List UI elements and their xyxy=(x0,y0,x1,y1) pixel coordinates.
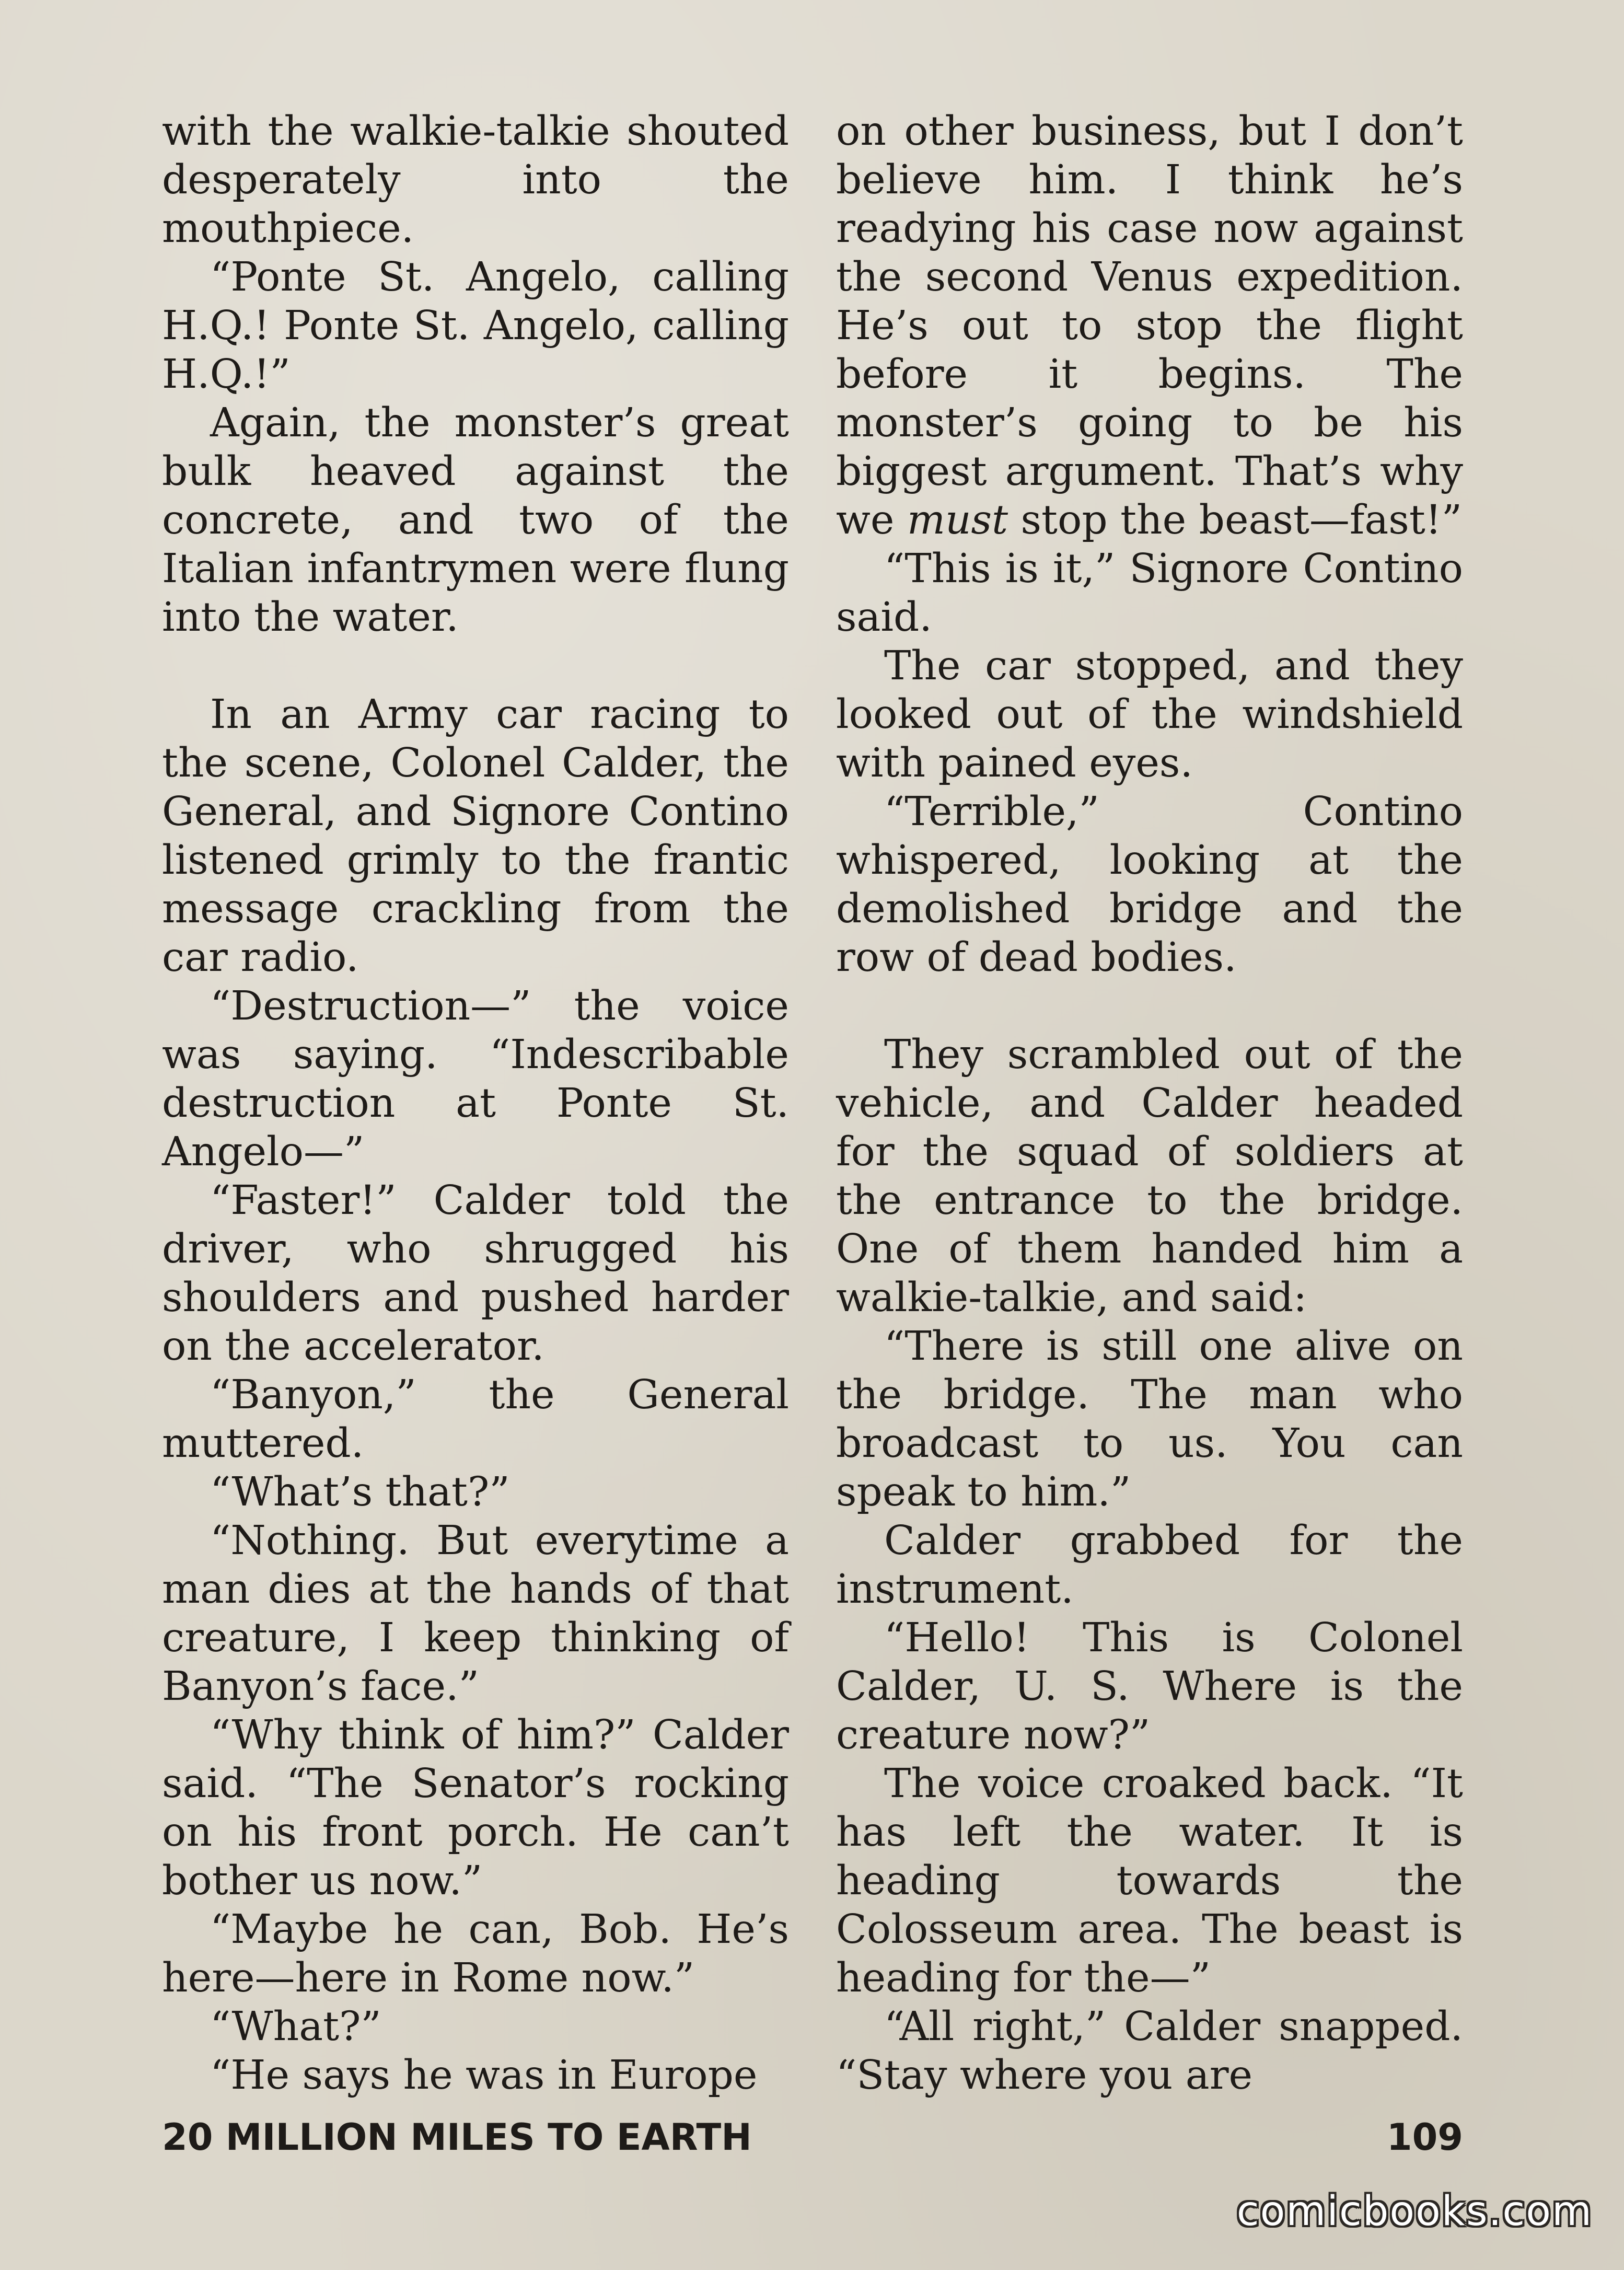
paragraph: “Destruction—” the voice was saying. “Indescribable destruction at Ponte St. Angelo—” xyxy=(162,983,789,1175)
paragraph xyxy=(836,107,1463,545)
site-watermark: comicbooks.com xyxy=(1236,2188,1593,2235)
paragraph: The car stopped, and they looked out of the windshield with pained eyes. xyxy=(836,643,1463,786)
emphasis-text: must xyxy=(907,497,1008,543)
paragraph: “Why think of him?” Calder said. “The Senator’s rocking on his front porch. He can’t bother us now.” xyxy=(162,1712,789,1904)
paragraph: “Maybe he can, Bob. He’s here—here in Rome now.” xyxy=(162,1906,789,2001)
text-run: on other business, but I don’t believe him. I think he’s readying his case now against the second Venus expedition. He’s out to stop the flight before it begins. The monster’s going to be his biggest argument. That’s why we xyxy=(836,108,1463,543)
paragraph: They scrambled out of the vehicle, and Calder headed for the squad of soldiers at the entrance to the bridge. One of them handed him a walkie-talkie, and said: xyxy=(836,1032,1463,1321)
text-column-left xyxy=(162,107,789,2100)
paragraph: “Ponte St. Angelo, calling H.Q.! Ponte St. Angelo, calling H.Q.!” xyxy=(162,254,789,398)
paragraph: “Hello! This is Colonel Calder, U. S. Where is the creature now?” xyxy=(836,1615,1463,1758)
paragraph: “Terrible,” Contino whispered, looking at the demolished bridge and the row of dead bodies. xyxy=(836,789,1463,981)
page-number: 109 xyxy=(1386,2116,1463,2159)
paragraph: Again, the monster’s great bulk heaved against the concrete, and two of the Italian infantrymen were flung into the water. xyxy=(162,400,789,641)
paragraph: “Banyon,” the General muttered. xyxy=(162,1372,789,1467)
paragraph: “There is still one alive on the bridge. The man who broadcast to us. You can speak to him.” xyxy=(836,1323,1463,1515)
text-run: stop the beast—fast!” xyxy=(1008,497,1463,543)
text-column-right xyxy=(836,107,1463,2100)
paragraph: The voice croaked back. “It has left the water. It is heading towards the Colosseum area. The beast is heading for the—” xyxy=(836,1761,1463,2001)
running-title: 20 MILLION MILES TO EARTH xyxy=(162,2116,752,2159)
paragraph: In an Army car racing to the scene, Colonel Calder, the General, and Signore Contino listened grimly to the frantic message crackling from the car radio. xyxy=(162,691,789,981)
paragraph: with the walkie-talkie shouted desperately into the mouthpiece. xyxy=(162,108,789,252)
paragraph: “He says he was in Europe xyxy=(210,2052,758,2099)
page-footer xyxy=(162,2111,1463,2163)
paragraph: “What?” xyxy=(210,2003,381,2050)
paragraph: Calder grabbed for the instrument. xyxy=(836,1518,1463,1613)
paragraph: “All right,” Calder snapped. “Stay where you are xyxy=(836,2003,1463,2099)
paragraph: “This is it,” Signore Contino said. xyxy=(836,546,1463,641)
paragraph: “What’s that?” xyxy=(210,1469,510,1515)
paragraph: “Nothing. But everytime a man dies at the hands of that creature, I keep thinking of Banyon’s face.” xyxy=(162,1518,789,1710)
paragraph: “Faster!” Calder told the driver, who shrugged his shoulders and pushed harder on the accelerator. xyxy=(162,1177,789,1370)
